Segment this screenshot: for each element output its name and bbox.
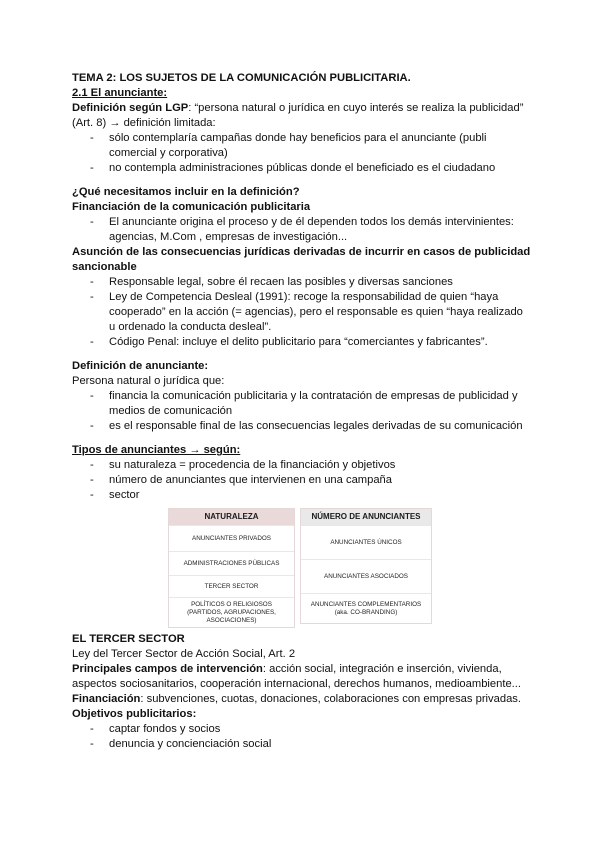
- list-item: - Responsable legal, sobre él recaen las posibles y diversas sanciones: [72, 275, 532, 290]
- list-item: - Ley de Competencia Desleal (1991): recoge la responsabilidad de quien “haya cooperado” en la acción (= agencias), pero el responsable es quien “haya realizado u ordenado la conducta desleal”.: [72, 290, 532, 335]
- financiacion-label: Financiación: [72, 693, 141, 705]
- table-cell: ADMINISTRACIONES PÚBLICAS: [169, 551, 294, 575]
- table-cell: ANUNCIANTES COMPLEMENTARIOS (aka. CO-BRANDING): [301, 593, 431, 623]
- objetivos-list: [72, 722, 532, 752]
- table-cell: ANUNCIANTES ASOCIADOS: [301, 559, 431, 593]
- lgp-definition-label: Definición según LGP: [72, 102, 189, 114]
- lgp-limits-list: [72, 131, 532, 176]
- anunciante-definition-intro: Persona natural o jurídica que:: [72, 375, 225, 387]
- tercer-sector-law: Ley del Tercer Sector de Acción Social, Art. 2: [72, 648, 296, 660]
- lgp-definition-text: : “persona natural o jurídica en cuyo interés se realiza la publicidad”: [188, 102, 524, 114]
- anunciante-definition-list: [72, 389, 532, 434]
- table-cell: ANUNCIANTES PRIVADOS: [169, 525, 294, 551]
- campos-intervencion: [72, 662, 532, 692]
- table-cell: POLÍTICOS O RELIGIOSOS (PARTIDOS, AGRUPACIONES, ASOCIACIONES): [169, 597, 294, 627]
- list-item: - número de anunciantes que intervienen en una campaña: [72, 473, 532, 488]
- lgp-definition: [72, 101, 532, 116]
- numero-table-header: NÚMERO DE ANUNCIANTES: [301, 509, 431, 525]
- list-item: - denuncia y concienciación social: [72, 737, 532, 752]
- campos-text: : acción social, integración e inserción, vivienda, aspectos sociosanitarios, cooperación internacional, derechos humanos, medioambiente...: [72, 663, 522, 690]
- financing-heading: Financiación de la comunicación publicitaria: [72, 201, 311, 213]
- lgp-definition-cont: (Art. 8) → definición limitada:: [72, 117, 216, 129]
- financing-list: [72, 215, 532, 245]
- liability-heading: Asunción de las consecuencias jurídicas derivadas de incurrir en casos de publicidad sancionable: [72, 246, 531, 273]
- naturaleza-table: [168, 508, 295, 628]
- tercer-sector-heading: EL TERCER SECTOR: [72, 633, 185, 645]
- list-item: - Código Penal: incluye el delito publicitario para “comerciantes y fabricantes”.: [72, 335, 532, 350]
- list-item: - captar fondos y socios: [72, 722, 532, 737]
- list-item: - sector: [72, 488, 532, 503]
- objetivos-heading: Objetivos publicitarios:: [72, 708, 197, 720]
- naturaleza-table-header: NATURALEZA: [169, 509, 294, 525]
- types-list: [72, 458, 532, 503]
- section-heading-anunciante: 2.1 El anunciante:: [72, 87, 168, 99]
- definition-question: ¿Qué necesitamos incluir en la definición?: [72, 186, 300, 198]
- financiacion: [72, 692, 532, 707]
- list-item: - financia la comunicación publicitaria y la contratación de empresas de publicidad y medios de comunicación: [72, 389, 532, 419]
- numero-anunciantes-table: [300, 508, 432, 624]
- list-item: - es el responsable final de las consecuencias legales derivadas de su comunicación: [72, 419, 532, 434]
- document-page: [72, 71, 532, 752]
- list-item: - no contempla administraciones públicas donde el beneficiado es el ciudadano: [72, 161, 532, 176]
- liability-list: [72, 275, 532, 350]
- list-item: - El anunciante origina el proceso y de él dependen todos los demás intervinientes: agencias, M.Com , empresas de investigación...: [72, 215, 532, 245]
- table-cell: TERCER SECTOR: [169, 575, 294, 597]
- types-heading: Tipos de anunciantes → según:: [72, 444, 241, 456]
- financiacion-text: : subvenciones, cuotas, donaciones, colaboraciones con empresas privadas.: [140, 693, 521, 705]
- table-cell: ANUNCIANTES ÚNICOS: [301, 525, 431, 559]
- list-item: - su naturaleza = procedencia de la financiación y objetivos: [72, 458, 532, 473]
- types-tables: [72, 508, 532, 626]
- anunciante-definition-heading: Definición de anunciante:: [72, 360, 209, 372]
- list-item: - sólo contemplaría campañas donde hay beneficios para el anunciante (publi comercial y corporativa): [72, 131, 532, 161]
- campos-label: Principales campos de intervención: [72, 663, 263, 675]
- page-title: TEMA 2: LOS SUJETOS DE LA COMUNICACIÓN PUBLICITARIA.: [72, 72, 411, 84]
